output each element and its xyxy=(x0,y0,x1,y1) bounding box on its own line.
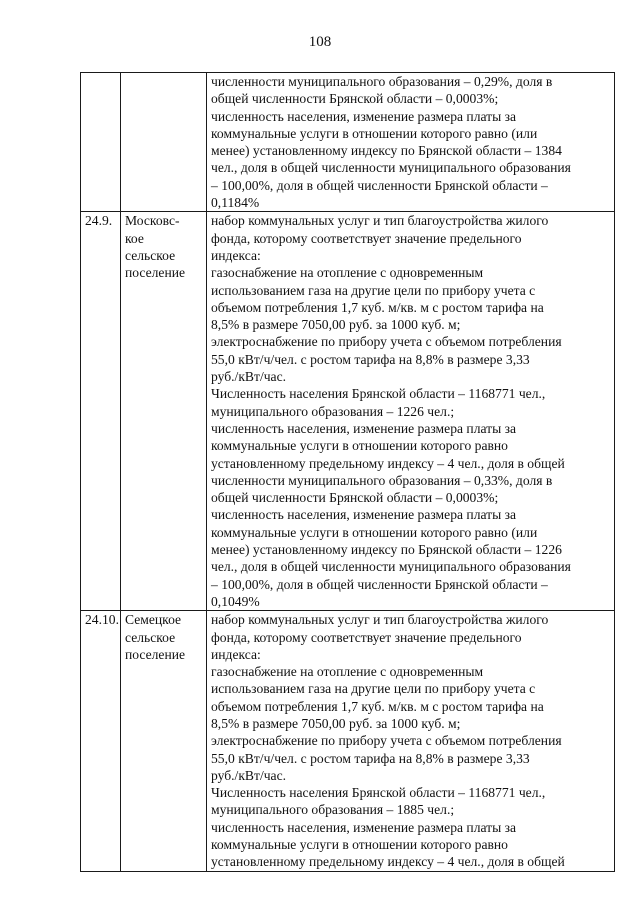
description-line: использованием газа на другие цели по прибору учета с xyxy=(211,681,536,697)
description-line: фонда, которому соответствует значение предельного xyxy=(211,230,522,246)
description-line: 8,5% в размере 7050,00 руб. за 1000 куб. м; xyxy=(211,715,461,731)
description-line: руб./кВт/час. xyxy=(211,369,287,385)
description-line: – 100,00%, доля в общей численности Брянской области – xyxy=(211,177,548,193)
description-line: набор коммунальных услуг и тип благоустройства жилого xyxy=(211,612,549,628)
description-cell xyxy=(207,73,615,212)
table-row xyxy=(81,611,615,871)
description-line: индекса: xyxy=(211,247,261,263)
description-line: численность населения, изменение размера платы за xyxy=(211,507,517,523)
description-line: набор коммунальных услуг и тип благоустройства жилого xyxy=(211,213,549,229)
table-row xyxy=(81,212,615,611)
description-line: численность населения, изменение размера платы за xyxy=(211,819,517,835)
row-number-cell xyxy=(81,73,121,212)
tariff-table xyxy=(80,72,615,872)
description-line: газоснабжение на отопление с одновременным xyxy=(211,664,484,680)
description-line: численности муниципального образования – 0,33%, доля в xyxy=(211,472,553,488)
row-number-cell: 24.10. xyxy=(81,611,121,871)
description-line: – 100,00%, доля в общей численности Брянской области – xyxy=(211,576,548,592)
description-line: 0,1049% xyxy=(211,593,260,609)
description-line: муниципального образования – 1885 чел.; xyxy=(211,802,455,818)
description-line: установленному предельному индексу – 4 чел., доля в общей xyxy=(211,854,565,870)
description-line: электроснабжение по прибору учета с объемом потребления xyxy=(211,733,562,749)
description-line: чел., доля в общей численности муниципального образования xyxy=(211,559,571,575)
description-line: установленному предельному индексу – 4 чел., доля в общей xyxy=(211,455,565,471)
description-line: объемом потребления 1,7 куб. м/кв. м с ростом тарифа на xyxy=(211,698,544,714)
settlement-name-line: Московс- xyxy=(125,213,180,229)
description-line: общей численности Брянской области – 0,0003%; xyxy=(211,490,499,506)
description-line: использованием газа на другие цели по прибору учета с xyxy=(211,282,536,298)
description-line: коммунальные услуги в отношении которого равно xyxy=(211,438,508,454)
description-line: общей численности Брянской области – 0,0003%; xyxy=(211,91,499,107)
description-line: 8,5% в размере 7050,00 руб. за 1000 куб. м; xyxy=(211,317,461,333)
description-line: численность населения, изменение размера платы за xyxy=(211,420,517,436)
description-line: численность населения, изменение размера платы за xyxy=(211,108,517,124)
description-line: коммунальные услуги в отношении которого равно (или xyxy=(211,125,538,141)
description-line: Численность населения Брянской области – 1168771 чел., xyxy=(211,785,546,801)
description-line: индекса: xyxy=(211,646,261,662)
description-line: 55,0 кВт/ч/чел. с ростом тарифа на 8,8% в размере 3,33 xyxy=(211,750,530,766)
description-line: газоснабжение на отопление с одновременным xyxy=(211,265,484,281)
row-number-cell: 24.9. xyxy=(81,212,121,611)
settlement-name-line: сельское xyxy=(125,629,176,645)
description-line: руб./кВт/час. xyxy=(211,767,287,783)
description-cell xyxy=(207,212,615,611)
description-line: коммунальные услуги в отношении которого равно (или xyxy=(211,524,538,540)
table-row xyxy=(81,73,615,212)
description-line: Численность населения Брянской области – 1168771 чел., xyxy=(211,386,546,402)
settlement-name-line: кое xyxy=(125,230,144,246)
description-line: муниципального образования – 1226 чел.; xyxy=(211,403,455,419)
page-number: 108 xyxy=(308,34,332,50)
description-line: 55,0 кВт/ч/чел. с ростом тарифа на 8,8% в размере 3,33 xyxy=(211,351,530,367)
description-line: 0,1184% xyxy=(211,195,260,211)
settlement-name-cell xyxy=(121,73,207,212)
description-cell xyxy=(207,611,615,871)
settlement-name-line: сельское xyxy=(125,247,176,263)
settlement-name-line: поселение xyxy=(125,265,186,281)
description-line: менее) установленному индексу по Брянской области – 1384 xyxy=(211,143,562,159)
description-line: объемом потребления 1,7 куб. м/кв. м с ростом тарифа на xyxy=(211,299,544,315)
settlement-name-cell xyxy=(121,212,207,611)
description-line: коммунальные услуги в отношении которого равно xyxy=(211,837,508,853)
description-line: численности муниципального образования – 0,29%, доля в xyxy=(211,74,553,89)
description-line: фонда, которому соответствует значение предельного xyxy=(211,629,522,645)
description-line: электроснабжение по прибору учета с объемом потребления xyxy=(211,334,562,350)
settlement-name-line: поселение xyxy=(125,646,186,662)
settlement-name-cell xyxy=(121,611,207,871)
description-line: чел., доля в общей численности муниципального образования xyxy=(211,160,571,176)
table-body xyxy=(81,73,615,872)
settlement-name-line: Семецкое xyxy=(125,612,182,628)
description-line: менее) установленному индексу по Брянской области – 1226 xyxy=(211,542,562,558)
